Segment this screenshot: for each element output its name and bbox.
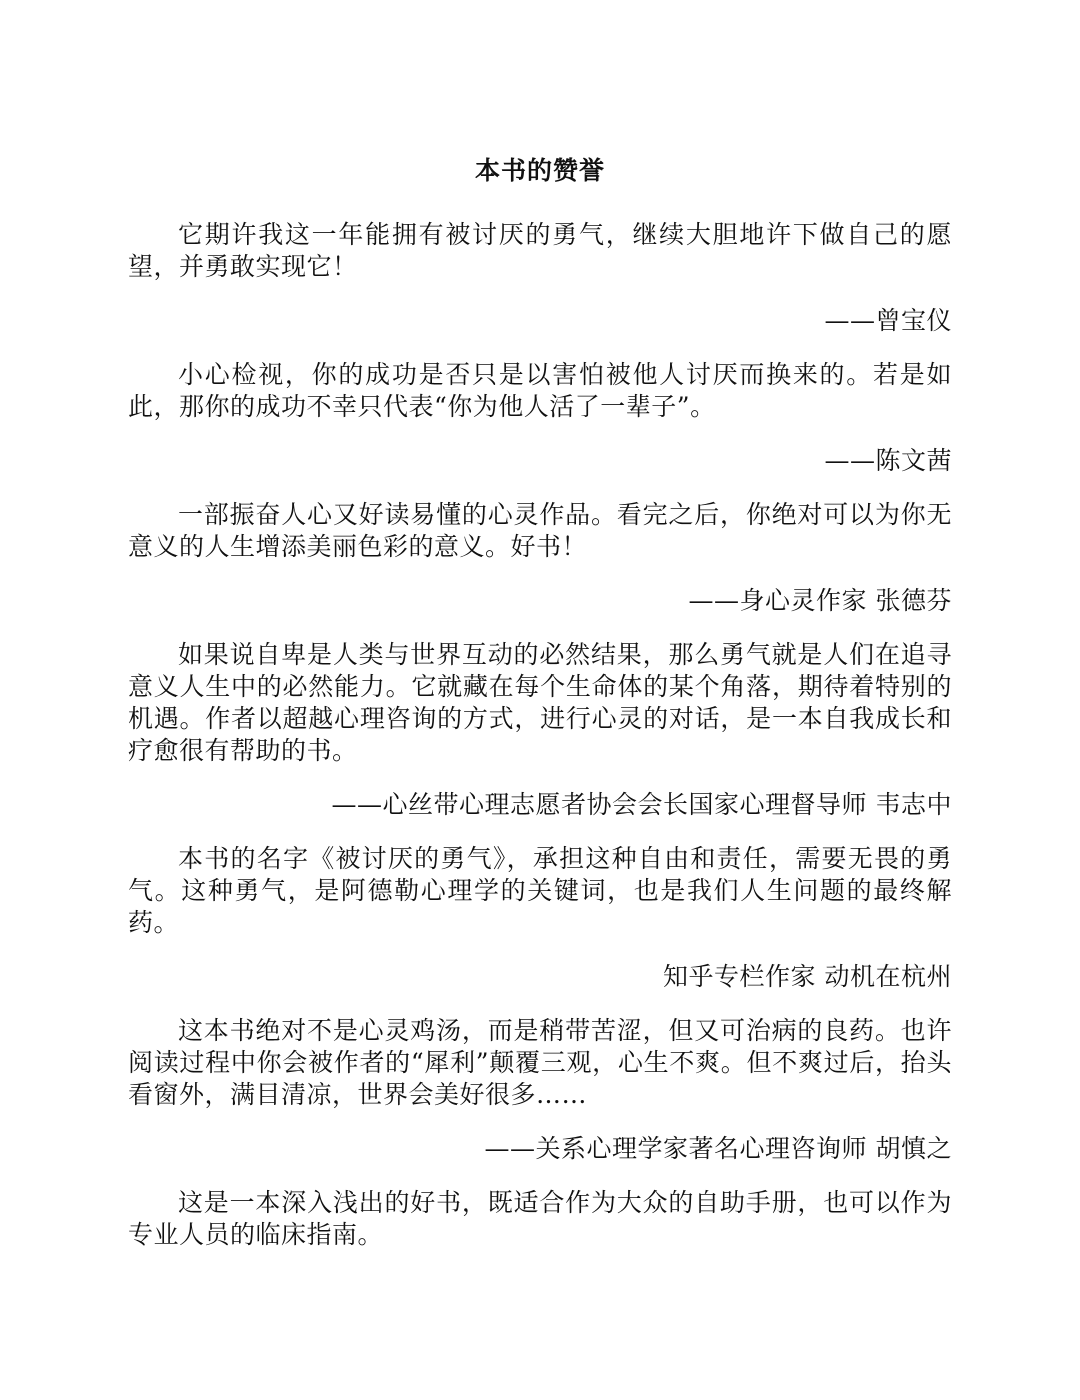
praise-quote: 这是一本深入浅出的好书，既适合作为大众的自助手册，也可以作为专业人员的临床指南。 [128,1188,952,1249]
document-page [128,155,952,1251]
praise-author: ——曾宝仪 [824,306,952,335]
praise-entry [128,219,952,337]
praise-entry [128,1015,952,1165]
praise-quote: 小心检视，你的成功是否只是以害怕被他人讨厌而换来的。若是如此，那你的成功不幸只代表“你为他人活了一辈子”。 [128,360,952,421]
praise-entry [128,359,952,477]
page-title: 本书的赞誉 [474,156,605,185]
praise-quote: 它期许我这一年能拥有被讨厌的勇气，继续大胆地许下做自己的愿望，并勇敢实现它！ [128,220,952,281]
praise-quote: 如果说自卑是人类与世界互动的必然结果，那么勇气就是人们在追寻意义人生中的必然能力。它就藏在每个生命体的某个角落，期待着特别的机遇。作者以超越心理咨询的方式，进行心灵的对话，是一本自我成长和疗愈很有帮助的书。 [128,640,952,765]
praise-author: 知乎专栏作家 动机在杭州 [663,962,952,991]
praise-author: ——心丝带心理志愿者协会会长国家心理督导师 韦志中 [331,790,952,819]
praise-quote: 本书的名字《被讨厌的勇气》，承担这种自由和责任，需要无畏的勇气。这种勇气，是阿德勒心理学的关键词，也是我们人生问题的最终解药。 [128,844,952,937]
praise-quote: 这本书绝对不是心灵鸡汤，而是稍带苦涩，但又可治病的良药。也许阅读过程中你会被作者的“犀利”颠覆三观，心生不爽。但不爽过后，抬头看窗外，满目清凉，世界会美好很多…… [128,1016,952,1109]
praise-entry [128,499,952,617]
praise-author: ——身心灵作家 张德芬 [688,586,952,615]
praise-entry [128,843,952,993]
praise-entry [128,639,952,821]
praise-author: ——陈文茜 [824,446,952,475]
praise-author: ——关系心理学家著名心理咨询师 胡慎之 [484,1134,952,1163]
praise-quote: 一部振奋人心又好读易懂的心灵作品。看完之后，你绝对可以为你无意义的人生增添美丽色彩的意义。好书！ [128,500,952,561]
praise-entry [128,1187,952,1251]
